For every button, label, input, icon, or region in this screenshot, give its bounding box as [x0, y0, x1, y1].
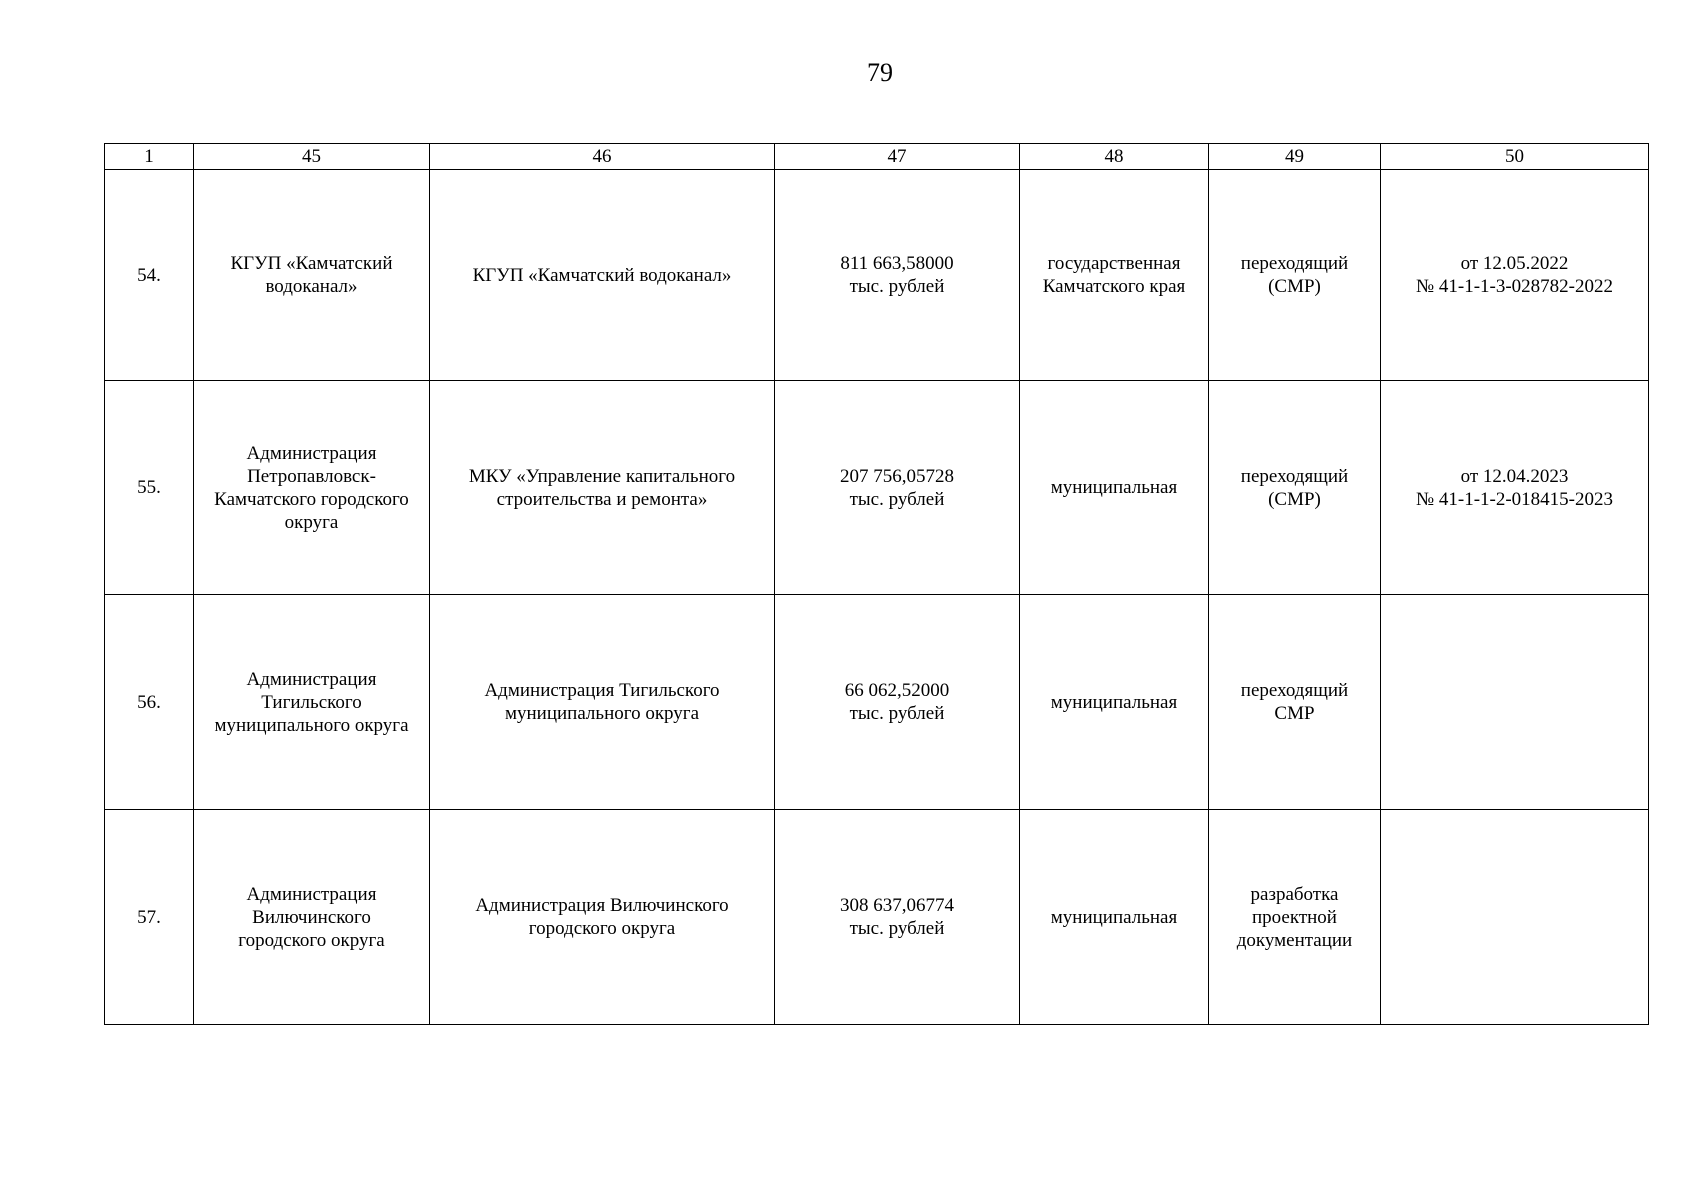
cell-line: переходящий [1240, 465, 1349, 487]
ownership-cell [1020, 381, 1209, 595]
stage-cell [1209, 381, 1381, 595]
cell-line: Камчатского городского [214, 488, 409, 510]
ownership-cell [1020, 810, 1209, 1025]
cell-line: государственная [1047, 253, 1181, 274]
cell-line: тыс. рублей [849, 703, 945, 724]
cell-line: разработка [1250, 883, 1339, 905]
cell-line: Администрация Тигильского [484, 680, 720, 701]
cell-line: переходящий [1240, 680, 1349, 701]
cell-line: № 41-1-1-2-018415-2023 [1415, 488, 1613, 510]
approval-cell [1381, 170, 1649, 381]
cell-line: проектной [1252, 906, 1337, 928]
cell-line: от 12.04.2023 [1460, 465, 1569, 487]
cell-line: (СМР) [1268, 488, 1321, 510]
table-row [105, 381, 1649, 595]
cell-line: Администрация [246, 442, 377, 464]
row-number-cell: 56. [105, 595, 194, 810]
customer-cell [430, 381, 775, 595]
cell-line: 308 637,06774 [840, 895, 954, 916]
cell-line: Вилючинского [252, 906, 371, 928]
column-header: 49 [1209, 144, 1381, 170]
ownership-cell [1020, 595, 1209, 810]
column-header: 45 [194, 144, 430, 170]
cell-line: водоканал» [265, 276, 358, 297]
cell-line: 207 756,05728 [840, 465, 954, 487]
cell-line: СМР [1274, 703, 1315, 724]
page-number: 79 [867, 58, 893, 87]
cell-line: МКУ «Управление капитального [468, 465, 736, 487]
column-header: 47 [775, 144, 1020, 170]
cell-line: Администрация [246, 883, 377, 905]
row-number-cell: 57. [105, 810, 194, 1025]
organization-cell [194, 170, 430, 381]
cell-line: тыс. рублей [849, 276, 945, 297]
cell-line: муниципальная [1050, 906, 1178, 928]
cell-line: тыс. рублей [849, 918, 945, 939]
cell-line: 66 062,52000 [844, 680, 950, 701]
cell-line: Администрация Вилючинского [475, 895, 729, 916]
cell-line: тыс. рублей [849, 488, 945, 510]
organization-cell [194, 595, 430, 810]
customer-cell [430, 595, 775, 810]
stage-cell [1209, 810, 1381, 1025]
cell-line: городского округа [238, 929, 385, 951]
cell-line: городского округа [528, 918, 676, 939]
cell-line: КГУП «Камчатский [230, 253, 393, 274]
cell-line: Камчатского края [1042, 276, 1186, 297]
row-number-cell: 54. [105, 170, 194, 381]
cell-line: строительства и ремонта» [496, 488, 708, 510]
organization-cell [194, 381, 430, 595]
cell-line: муниципального округа [504, 703, 700, 724]
approval-cell [1381, 595, 1649, 810]
cell-line: Тигильского [261, 691, 362, 713]
cell-line: округа [284, 511, 339, 533]
cell-line: № 41-1-1-3-028782-2022 [1415, 276, 1613, 297]
cost-cell [775, 810, 1020, 1025]
table-row [105, 170, 1649, 381]
cell-line: Администрация [246, 668, 377, 690]
stage-cell [1209, 170, 1381, 381]
cell-line: Петропавловск- [247, 465, 376, 487]
cell-line: переходящий [1240, 253, 1349, 274]
cell-line: муниципального округа [214, 714, 409, 736]
customer-cell [430, 810, 775, 1025]
stage-cell [1209, 595, 1381, 810]
project-table [104, 143, 1649, 1025]
column-header: 1 [105, 144, 194, 170]
cell-line: муниципальная [1050, 691, 1178, 713]
cell-line: муниципальная [1050, 477, 1178, 498]
approval-cell [1381, 381, 1649, 595]
ownership-cell [1020, 170, 1209, 381]
column-header: 46 [430, 144, 775, 170]
cell-line: КГУП «Камчатский водоканал» [472, 264, 732, 286]
approval-cell [1381, 810, 1649, 1025]
row-number-cell: 55. [105, 381, 194, 595]
column-number-row [105, 144, 1649, 170]
column-header: 48 [1020, 144, 1209, 170]
cell-line: (СМР) [1268, 276, 1321, 297]
table-row [105, 810, 1649, 1025]
customer-cell [430, 170, 775, 381]
cost-cell [775, 170, 1020, 381]
cell-line: документации [1236, 929, 1353, 951]
cost-cell [775, 595, 1020, 810]
column-header: 50 [1381, 144, 1649, 170]
cost-cell [775, 381, 1020, 595]
table-row [105, 595, 1649, 810]
cell-line: от 12.05.2022 [1460, 253, 1569, 274]
organization-cell [194, 810, 430, 1025]
cell-line: 811 663,58000 [840, 253, 954, 274]
